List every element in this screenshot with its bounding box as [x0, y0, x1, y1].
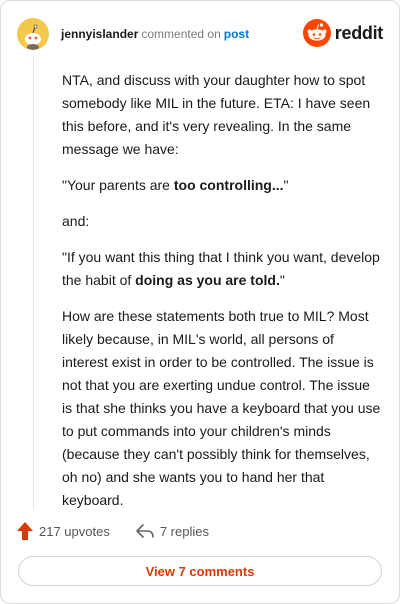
comment-body	[62, 69, 382, 525]
post-link[interactable]: post	[223, 27, 250, 41]
comment-paragraph-2: "Your parents are too controlling..."	[62, 177, 289, 193]
thread-line	[33, 57, 34, 509]
author-name[interactable]: jennyislander	[61, 27, 139, 41]
view-comments-button[interactable]: View 7 comments	[18, 556, 382, 586]
bold-quote-1: too controlling...	[173, 177, 284, 193]
reply-arrow-icon[interactable]	[136, 523, 154, 539]
bold-quote-2: doing as you are told.	[135, 272, 280, 288]
comment-paragraph-4: "If you want this thing that I think you want, develop the habit of doing as you are told."	[62, 249, 380, 288]
upvote-count: 217 upvotes	[39, 523, 110, 539]
comment-paragraph-3: and:	[62, 213, 90, 229]
upvote-arrow-icon[interactable]	[17, 522, 33, 540]
reply-count[interactable]: 7 replies	[159, 523, 209, 539]
comment-meta	[61, 26, 249, 42]
comment-footer	[17, 521, 209, 541]
reddit-logo-icon	[303, 19, 331, 47]
snoo-avatar-icon	[17, 18, 49, 50]
reddit-brand[interactable]	[303, 19, 383, 47]
avatar[interactable]	[17, 18, 49, 50]
comment-paragraph-1: NTA, and discuss with your daughter how to spot somebody like MIL in the future. ETA: I have seen this before, and it's very revealing. In the same message we have:	[62, 72, 371, 157]
comment-paragraph-5: How are these statements both true to MIL? Most likely because, in MIL's world, all persons of interest exist in order to be controlled. The issue is not that you are exerting undue control. The issue is that she thinks you have a keyboard that you use to put commands into your children's minds (because they can't possibly think for themselves, oh no) and she wants you to hand her that keyboard.	[62, 308, 381, 508]
comment-header	[17, 17, 383, 51]
action-text: commented on	[141, 27, 221, 41]
reddit-wordmark: reddit	[334, 22, 383, 43]
